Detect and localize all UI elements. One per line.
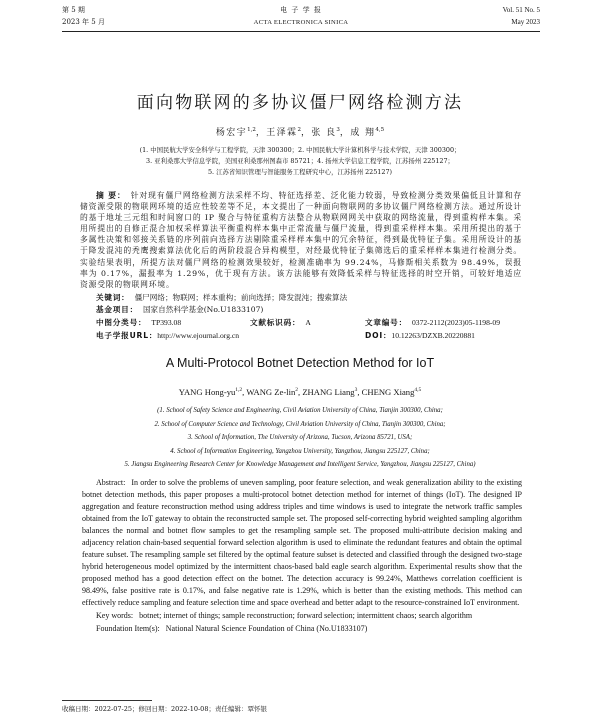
- clc-number: TP393.08: [151, 318, 182, 328]
- abstract-en: [82, 477, 522, 609]
- author-affiliation-mark: 3: [354, 387, 358, 394]
- abstract-label-en: Abstract:: [96, 478, 126, 487]
- fund-cn: 国家自然科学基金(No.U1833107): [142, 305, 264, 315]
- author-separator: ，: [300, 128, 312, 138]
- abstract-section-cn: [80, 190, 522, 342]
- abstract-cn: [80, 190, 522, 290]
- doi: 10.12263/DZXB.20220881: [391, 330, 475, 340]
- keywords-label-cn: 关键词：: [96, 292, 130, 302]
- affiliation-line: 5. 江苏省知识管理与智能服务工程研究中心，江苏扬州 225127): [207, 168, 393, 176]
- classification-row: [96, 317, 522, 330]
- journal-url-label: 电子学报URL：: [96, 330, 158, 340]
- journal-name-en: ACTA ELECTRONICA SINICA: [253, 19, 349, 26]
- clc-label: 中图分类号：: [96, 318, 147, 328]
- author-name: 杨宏宇: [215, 128, 248, 138]
- author-affiliation-mark: 1,2: [247, 127, 256, 133]
- publication-date-cn: 2023 年 5 月: [62, 18, 105, 26]
- affiliations-cn: [30, 145, 570, 178]
- author-list-en: [0, 386, 600, 398]
- keywords-cn: 僵尸网络；物联网；样本重构；前向选择；降发混沌；搜索算法: [134, 292, 348, 302]
- affiliation-line: 5. Jiangsu Engineering Research Center for Knowledge Management and Intelligent Service, Yangzhou, Jiangsu 225127, China): [124, 461, 476, 468]
- received-dates-footnote: 收稿日期：2022-07-25；修回日期：2022-10-08；责任编辑：覃怀银: [62, 705, 267, 713]
- abstract-text-en: In order to solve the problems of uneven sampling, poor feature selection, and weak generalization ability to the existing botnet detection methods, this paper proposes a multi-protocol botnet detection method for internet of things (IoT). The designed IP aggregation and feature reconstruction method using address triples and time windows is used to integrate the network traffic samples obtained from the IoT gateway to obtain the reconstructed sample set. The proposed self-correcting hybrid weighted sampling algorithm balances the normal and botnet flow samples to get the resampling sample set. The proposed multi-attribute decision making and adjacency relation chain-based sequential forward selection algorithm is used to eliminate the redundant features and obtain the optimal feature subset. The resampling sample set filtered by the optimal feature subset is detected and classified through the designed two-stage hybrid heterogeneous model optimized by the intermittent chaos-based bald eagle search algorithm. Experimental results show that the proposed method has a good detection effect on the botnet. The detection accuracy is 99.24%, Matthews correlation coefficient is 98.49%, false positive rate is 0.17%, and false negative rate is 1.29%, which is better than the existing methods. This method can effectively reduce sampling and feature selection time and space overhead and better adapt to the resource-constrained IoT environment.: [82, 478, 522, 607]
- author-affiliation-mark: 4,5: [414, 387, 422, 394]
- author-affiliation-mark: 2: [297, 127, 301, 133]
- fund-en: National Natural Science Foundation of China (No.U1833107): [165, 623, 368, 633]
- author-name: WANG Ze-lin: [246, 387, 296, 397]
- abstract-text-cn: 针对现有僵尸网络检测方法采样不均、特征选择差、泛化能力较弱，导致检测分类效果偏低且计算和存储资源受限的物联网环境的适应性较差等不足，本文提出了一种面向物联网的多协议僵尸网络检测方法。通过所设计的基于地址三元组和时间窗口的 IP 聚合与特征重构方法整合从物联网网关中获取的网络流量，得到重构样本集。采用所提出的自修正混合加权采样算法平衡重构样本集中正常流量与僵尸流量，得到重采样样本集。采用所提出的基于多属性决策和邻接关系链的序列前向选择方法剔除重采样样本集中的冗余特征，得到最优特征子集。采用所设计的基于降发混沌的秃鹰搜索算法优化后的两阶段混合异构模型，对经最优特征子集筛选后的重采样样本集进行检测分类。实验结果表明，所提方法对僵尸网络的检测效果较好，检测准确率为 99.24%，马修斯相关系数为 98.49%，误报率为 0.17%，漏报率为 1.29%，优于现有方法。该方法能够有效降低采样与特征选择的时空开销，可较好地适应资源受限的物联网环境。: [80, 191, 522, 289]
- issue-number: 第 5 期: [62, 6, 85, 14]
- keywords-label-en: Key words:: [96, 611, 134, 620]
- article-metadata-cn: [80, 292, 522, 342]
- affiliations-en: [20, 404, 580, 472]
- author-name: 成 翔: [350, 128, 376, 138]
- paper-title-cn: 面向物联网的多协议僵尸网络检测方法: [136, 93, 464, 113]
- footnote-rule: [62, 700, 152, 701]
- volume-number: Vol. 51 No. 5: [502, 6, 540, 14]
- author-separator: ,: [298, 387, 303, 397]
- fund-row-cn: [96, 304, 522, 317]
- header-rule: [62, 31, 540, 32]
- article-number-label: 文章编号：: [365, 318, 407, 328]
- author-name: YANG Hong-yu: [178, 387, 236, 397]
- doi-label: DOI：: [365, 330, 392, 340]
- affiliation-line: 3. 亚利桑那大学信息学院，美国亚利桑那州图森市 85721；4. 扬州大学信息工程学院，江苏扬州 225127；: [146, 157, 454, 165]
- journal-name-cn: 电 子 学 报: [280, 6, 322, 14]
- running-header-bottom: [62, 18, 540, 27]
- article-metadata-en: [82, 610, 522, 636]
- keywords-row-en: [96, 610, 522, 623]
- paper-title-en: A Multi-Protocol Botnet Detection Method for IoT: [165, 356, 435, 370]
- author-separator: ,: [357, 387, 362, 397]
- abstract-label-cn: 摘 要：: [96, 191, 126, 200]
- author-separator: ，: [255, 128, 267, 138]
- affiliation-line: 2. School of Computer Science and Technology, Civil Aviation University of China, Tianjin 300300, China;: [154, 420, 446, 428]
- journal-url: http://www.ejournal.org.cn: [157, 330, 240, 340]
- author-name: 王泽霖: [266, 128, 298, 138]
- author-affiliation-mark: 4,5: [375, 127, 385, 133]
- abstract-section-en: [82, 477, 522, 636]
- document-code-label: 文献标识码：: [250, 318, 301, 328]
- url-doi-row: [96, 330, 522, 343]
- fund-row-en: [96, 623, 522, 636]
- keywords-row-cn: [96, 292, 522, 305]
- author-list-cn: [0, 127, 600, 139]
- affiliation-line: 3. School of Information, The University of Arizona, Tucson, Arizona 85721, USA;: [187, 434, 413, 441]
- author-separator: ,: [242, 387, 247, 397]
- author-affiliation-mark: 1,2: [235, 387, 243, 394]
- fund-label-en: Foundation Item(s):: [96, 623, 160, 633]
- affiliation-line: 4. School of Information Engineering, Yangzhou University, Yangzhou, Jiangsu 225127, China;: [170, 447, 430, 455]
- running-header-top: [62, 6, 540, 15]
- publication-date-en: May 2023: [511, 18, 540, 26]
- affiliation-line: (1. School of Safety Science and Engineering, Civil Aviation University of China, Tianjin 300300, China;: [157, 407, 443, 414]
- keywords-en: botnet; internet of things; sample reconstruction; forward selection; intermittent chaos; search algorithm: [139, 611, 473, 620]
- author-name: CHENG Xiang: [361, 387, 415, 397]
- author-name: 张 良: [311, 128, 337, 138]
- affiliation-line: (1. 中国民航大学安全科学与工程学院，天津 300300；2. 中国民航大学计算机科学与技术学院，天津 300300；: [139, 146, 461, 154]
- author-affiliation-mark: 2: [295, 387, 299, 394]
- document-code: A: [305, 318, 311, 328]
- author-separator: ，: [339, 128, 351, 138]
- fund-label-cn: 基金项目：: [96, 305, 138, 315]
- article-number: 0372-2112(2023)05-1198-09: [411, 318, 500, 328]
- author-affiliation-mark: 3: [336, 127, 340, 133]
- author-name: ZHANG Liang: [302, 387, 355, 397]
